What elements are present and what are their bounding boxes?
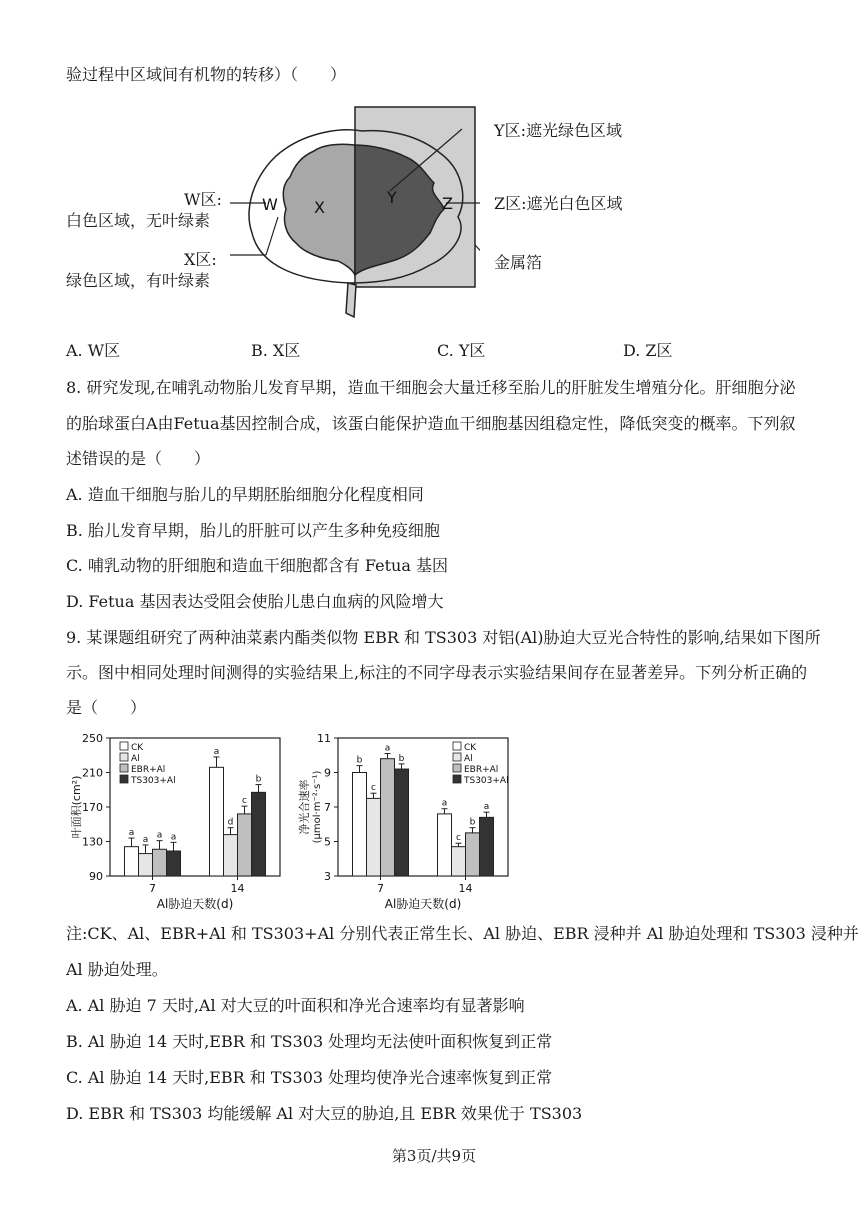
legend-swatch xyxy=(453,753,461,761)
bar-al xyxy=(367,798,381,876)
q9-note-line-1: 注:CK、Al、EBR+Al 和 TS303+Al 分别代表正常生长、Al 胁迫、EBR 浸种并 Al 胁迫处理和 TS303 浸种并 xyxy=(66,924,859,943)
q9-option-d[interactable]: D. EBR 和 TS303 均能缓解 Al 对大豆的胁迫,且 EBR 效果优于 TS303 xyxy=(66,1104,583,1123)
q7-option-a[interactable]: A. W区 xyxy=(66,341,121,360)
label-w-desc: 白色区域，无叶绿素 xyxy=(66,211,211,230)
q8-stem-line-3: 述错误的是（ ） xyxy=(66,449,211,468)
significance-letter: c xyxy=(242,796,247,807)
y-tick-label: 9 xyxy=(324,766,331,780)
x-tick-label: 14 xyxy=(230,882,245,895)
y-tick-label: 3 xyxy=(324,870,331,883)
significance-letter: b xyxy=(398,753,405,764)
leaf-area-chart xyxy=(62,728,302,918)
bar-ebr-al xyxy=(381,759,395,876)
q8-stem-line-2: 的胎球蛋白A由Fetua基因控制合成，该蛋白能保护造血干细胞基因组稳定性，降低突变的概率。下列叙 xyxy=(66,414,796,433)
q9-stem-line-1: 9. 某课题组研究了两种油菜素内酯类似物 EBR 和 TS303 对铝(Al)胁迫大豆光合特性的影响,结果如下图所 xyxy=(66,628,821,647)
legend-label: CK xyxy=(131,743,144,753)
legend-swatch xyxy=(453,764,461,772)
legend-label: EBR+Al xyxy=(464,765,499,775)
bar-ebr-al xyxy=(238,814,252,876)
bar-ck xyxy=(353,773,367,877)
legend-label: TS303+Al xyxy=(464,776,509,786)
bar-al xyxy=(452,847,466,876)
q8-option-b[interactable]: B. 胎儿发育早期，胎儿的肝脏可以产生多种免疫细胞 xyxy=(66,521,440,540)
q8-option-a[interactable]: A. 造血干细胞与胎儿的早期胚胎细胞分化程度相同 xyxy=(66,485,424,504)
y-tick-label: 5 xyxy=(324,835,331,849)
q9-option-a[interactable]: A. Al 胁迫 7 天时,Al 对大豆的叶面积和净光合速率均有显著影响 xyxy=(66,996,525,1015)
y-tick-label: 11 xyxy=(317,732,331,745)
legend-label: Al xyxy=(464,754,473,764)
legend-swatch xyxy=(120,775,128,783)
significance-letter: a xyxy=(170,832,177,843)
significance-letter: b xyxy=(356,755,363,766)
label-x-desc: 绿色区域，有叶绿素 xyxy=(66,271,211,290)
x-tick-label: 7 xyxy=(377,882,384,895)
y-axis-label: 净光合速率 xyxy=(298,779,311,835)
label-w-title: W区: xyxy=(184,190,222,209)
significance-letter: b xyxy=(255,774,262,785)
legend-label: Al xyxy=(131,754,140,764)
bar-ck xyxy=(210,767,224,876)
q8-stem-line-1: 8. 研究发现,在哺乳动物胎儿发育早期，造血干细胞会大量迁移至胎儿的肝脏发生增殖分化。肝细胞分泌 xyxy=(66,378,796,397)
y-tick-label: 7 xyxy=(324,801,331,814)
q7-option-c[interactable]: C. Y区 xyxy=(437,341,486,360)
bar-al xyxy=(224,835,238,876)
legend-swatch xyxy=(453,775,461,783)
significance-letter: a xyxy=(142,834,149,845)
leaf-figure xyxy=(230,105,480,330)
q7-option-d[interactable]: D. Z区 xyxy=(623,341,673,360)
net-photosynthesis-chart xyxy=(290,728,530,918)
legend-swatch xyxy=(453,742,461,750)
bar-ts303-al xyxy=(252,792,266,876)
label-metal-foil: 金属箔 xyxy=(494,253,543,272)
q8-option-c[interactable]: C. 哺乳动物的肝细胞和造血干细胞都含有 Fetua 基因 xyxy=(66,556,448,575)
y-tick-label: 250 xyxy=(82,732,103,745)
letter-w: W xyxy=(262,195,278,214)
q8-option-d[interactable]: D. Fetua 基因表达受阻会使胎儿患白血病的风险增大 xyxy=(66,592,444,611)
significance-letter: a xyxy=(156,830,163,841)
bar-ts303-al xyxy=(395,769,409,876)
y-axis-label: 叶面积(cm²) xyxy=(70,775,83,839)
y-tick-label: 170 xyxy=(82,801,103,814)
letter-x: X xyxy=(314,198,325,217)
q9-note-line-2: Al 胁迫处理。 xyxy=(66,960,168,979)
significance-letter: a xyxy=(384,743,391,754)
x-axis-label: Al胁迫天数(d) xyxy=(384,897,462,911)
significance-letter: d xyxy=(227,817,234,828)
legend-label: TS303+Al xyxy=(131,776,176,786)
page-footer: 第3页/共9页 xyxy=(391,1147,477,1165)
x-axis-label: Al胁迫天数(d) xyxy=(156,897,234,911)
legend-label: EBR+Al xyxy=(131,765,166,775)
bar-ebr-al xyxy=(153,849,167,876)
legend-label: CK xyxy=(464,743,477,753)
letter-z: Z xyxy=(442,194,453,213)
bar-ts303-al xyxy=(480,817,494,876)
significance-letter: c xyxy=(456,833,461,844)
y-tick-label: 90 xyxy=(89,870,103,883)
bar-ts303-al xyxy=(167,851,181,876)
bar-ebr-al xyxy=(466,833,480,876)
bar-al xyxy=(139,854,153,876)
y-tick-label: 210 xyxy=(82,766,103,780)
q9-option-c[interactable]: C. Al 胁迫 14 天时,EBR 和 TS303 处理均使净光合速率恢复到正常 xyxy=(66,1068,553,1087)
q7-option-b[interactable]: B. X区 xyxy=(251,341,301,360)
label-y-region: Y区:遮光绿色区域 xyxy=(494,121,622,140)
q9-option-b[interactable]: B. Al 胁迫 14 天时,EBR 和 TS303 处理均无法使叶面积恢复到正常 xyxy=(66,1032,553,1051)
q9-stem-line-3: 是（ ） xyxy=(66,698,147,717)
leaf-petiole xyxy=(346,283,356,317)
q9-stem-line-2: 示。图中相同处理时间测得的实验结果上,标注的不同字母表示实验结果间存在显著差异。下列分析正确的 xyxy=(66,663,808,682)
x-tick-label: 7 xyxy=(149,882,156,895)
q7-stem-tail: 验过程中区域间有机物的转移）（ ） xyxy=(66,65,347,84)
letter-y: Y xyxy=(387,188,397,207)
x-tick-label: 14 xyxy=(458,882,473,895)
significance-letter: a xyxy=(441,798,448,809)
legend-swatch xyxy=(120,764,128,772)
significance-letter: a xyxy=(128,828,135,839)
legend-swatch xyxy=(120,742,128,750)
bar-ck xyxy=(438,814,452,876)
bar-ck xyxy=(125,847,139,876)
legend-swatch xyxy=(120,753,128,761)
label-z-region: Z区:遮光白色区域 xyxy=(494,194,623,213)
significance-letter: a xyxy=(483,802,490,813)
significance-letter: c xyxy=(371,783,376,794)
label-x-title: X区: xyxy=(184,250,217,269)
significance-letter: b xyxy=(469,817,476,828)
significance-letter: a xyxy=(213,746,220,757)
y-tick-label: 130 xyxy=(82,835,103,849)
y-axis-unit: (μmol·m⁻²·s⁻¹) xyxy=(312,770,323,844)
